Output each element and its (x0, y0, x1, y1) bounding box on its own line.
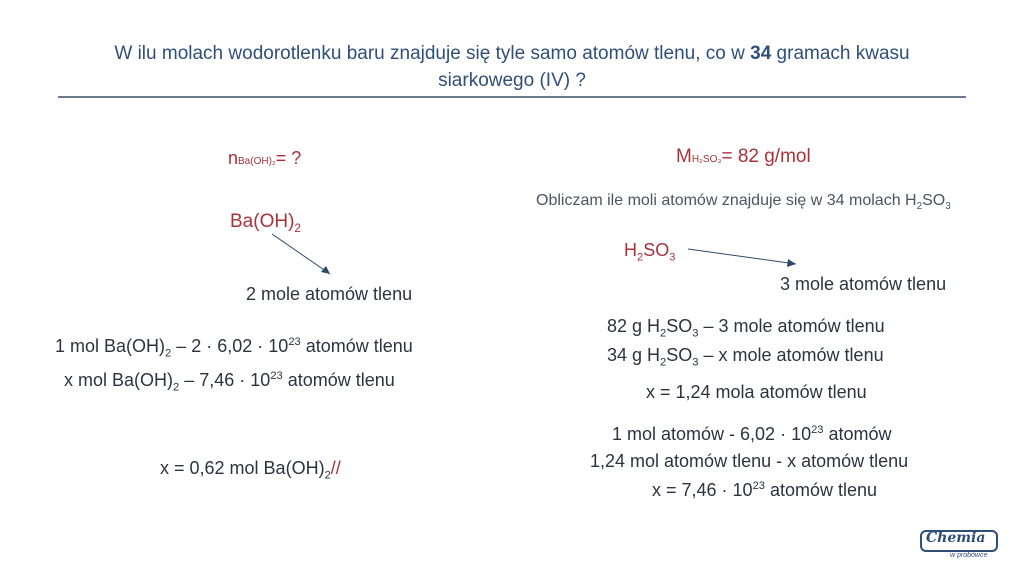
prop2-exp: 23 (270, 370, 283, 382)
chemia-logo (920, 528, 1000, 564)
right-intermediate-result: x = 1,24 mola atomów tlenu (646, 382, 867, 402)
arrow-icon (270, 230, 340, 280)
proportion-right-1 (607, 316, 885, 340)
r1-rest: – 3 mole atomów tlenu (698, 316, 885, 336)
r6-unit: atomów tlenu (765, 480, 878, 500)
note-text: Obliczam ile moli atomów znajduje się w 34 molach H (536, 192, 917, 209)
prop1-exp: 23 (288, 336, 301, 348)
result-mark: // (330, 458, 341, 478)
n-symbol: n (228, 148, 239, 168)
r6-text: x = 7,46 · 10 (652, 480, 753, 500)
r6-exp: 23 (752, 480, 765, 492)
logo-subtitle: w probówce (950, 552, 988, 559)
oxygen-moles-left: 2 mole atomów tlenu (246, 284, 413, 304)
proportion-right-2 (607, 345, 884, 369)
molar-mass-label (676, 146, 811, 168)
r1-sub: 2 (660, 327, 667, 340)
h2so3-sub: 2 (637, 251, 644, 264)
n-equals: = ? (275, 148, 302, 168)
arrow-icon-right (686, 244, 801, 269)
compound-h2so3 (624, 240, 675, 264)
r4-text: 1 mol atomów - 6,02 · 10 (612, 424, 812, 444)
calculation-note (536, 192, 951, 212)
title-text-end: gramach kwasu (771, 43, 910, 64)
logo-name: Chemia (926, 530, 986, 546)
note-sub-2: 3 (945, 201, 951, 213)
compound-subscript: 2 (294, 221, 301, 235)
avogadro-line (612, 424, 892, 445)
molar-subscript: H₂SO₃ (691, 154, 722, 165)
result-text: x = 0,62 mol Ba(OH) (160, 458, 325, 478)
title-bold-value: 34 (750, 43, 772, 64)
proportion-right-3: 1,24 mol atomów tlenu - x atomów tlenu (590, 451, 909, 471)
h2so3-h: H (624, 240, 637, 260)
prop1-text: 1 mol Ba(OH) (55, 336, 166, 356)
prop1-unit: atomów tlenu (300, 336, 413, 356)
h2so3-so: SO (643, 240, 670, 260)
molar-value: = 82 g/mol (721, 146, 811, 167)
right-final-result (652, 480, 877, 501)
prop2-text: x mol Ba(OH) (64, 370, 174, 390)
proportion-line-2 (64, 370, 395, 394)
n-subscript: Ba(OH)₂ (238, 156, 276, 167)
prop1-sub: 2 (165, 347, 172, 360)
r2-so: SO (666, 345, 693, 365)
r4-exp: 23 (811, 424, 824, 436)
r1-text: 82 g H (607, 316, 661, 336)
prop2-unit: atomów tlenu (282, 370, 395, 390)
prop2-sub: 2 (173, 381, 180, 394)
title-line-2: siarkowego (IV) ? (438, 70, 586, 91)
r2-rest: – x mole atomów tlenu (698, 345, 884, 365)
molar-symbol: M (676, 146, 692, 167)
note-sub: 2 (916, 201, 923, 213)
r1-so: SO (666, 316, 693, 336)
result-sub: 2 (324, 469, 331, 482)
note-text-2: SO (922, 192, 946, 209)
unknown-moles-label (228, 148, 301, 169)
prop2-value: – 7,46 · 10 (179, 370, 271, 390)
oxygen-moles-right: 3 mole atomów tlenu (780, 274, 947, 294)
title-text: W ilu molach wodorotlenku baru znajduje się tyle samo atomów tlenu, co w (114, 43, 751, 64)
page-title (60, 40, 964, 94)
proportion-line-1 (55, 336, 413, 360)
r2-text: 34 g H (607, 345, 661, 365)
r4-unit: atomów (823, 424, 892, 444)
prop1-value: – 2 · 6,02 · 10 (171, 336, 289, 356)
r2-sub: 2 (660, 356, 667, 369)
h2so3-sub2: 3 (669, 251, 676, 264)
r1-sub2: 3 (692, 327, 699, 340)
left-result (160, 458, 341, 482)
title-divider (58, 96, 966, 98)
r2-sub2: 3 (692, 356, 699, 369)
compound-text: Ba(OH) (230, 211, 295, 232)
